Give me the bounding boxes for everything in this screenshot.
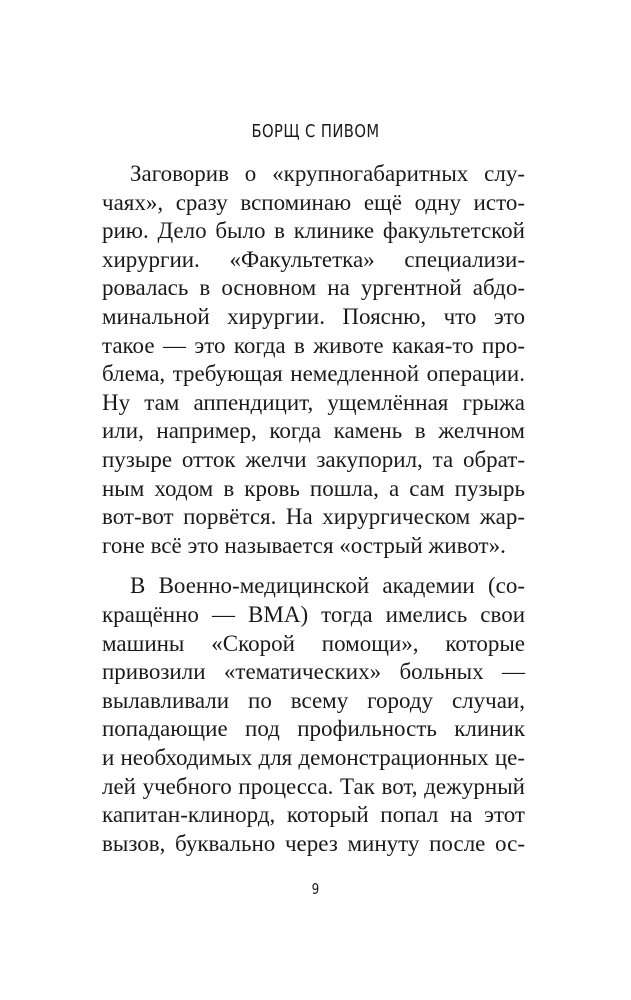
text-line: такое — это когда в животе какая-то про- bbox=[102, 332, 525, 358]
text-line: Заговорив о «крупногабаритных слу- bbox=[130, 161, 525, 186]
text-line: пузыре отток желчи закупорил, та обрат- bbox=[102, 447, 525, 472]
text-line: вылавливали по всему городу случаи, bbox=[102, 687, 525, 713]
text-line: хирургии. «Факультетка» специализи- bbox=[102, 246, 525, 272]
page-number: 9 bbox=[311, 880, 320, 898]
text-line: рию. Дело было в клинике факультетской bbox=[102, 218, 525, 244]
text-line: ным ходом в кровь пошла, а сам пузырь bbox=[102, 475, 525, 501]
text-line: Ну там аппендицит, ущемлённая грыжа bbox=[102, 389, 525, 415]
text-line: гоне всё это называется «острый живот». bbox=[102, 532, 506, 558]
text-line: машины «Скорой помощи», которые bbox=[102, 630, 525, 656]
text-line: и необходимых для демонстрационных це- bbox=[102, 745, 525, 770]
text-line: лей учебного процесса. Так вот, дежурный bbox=[102, 773, 525, 799]
text-line: капитан-клинорд, который попал на этот bbox=[102, 802, 525, 828]
text-line: блема, требующая немедленной операции. bbox=[102, 361, 525, 387]
text-line: чаях», сразу вспоминаю ещё одну исто- bbox=[102, 189, 525, 215]
text-line: вот-вот порвётся. На хирургическом жар- bbox=[102, 504, 525, 530]
chapter-title: БОРЩ С ПИВОМ bbox=[251, 121, 380, 142]
text-line: попадающие под профильность клиник bbox=[102, 716, 525, 742]
text-line: кращённо — ВМА) тогда имелись свои bbox=[102, 602, 525, 627]
text-line: В Военно-медицинской академии (со- bbox=[130, 573, 525, 599]
text-line: ровалась в основном на ургентной абдо- bbox=[102, 275, 525, 301]
text-line: привозили «тематических» больных — bbox=[102, 659, 525, 685]
text-line: минальной хирургии. Поясню, что это bbox=[102, 304, 525, 329]
text-line: вызов, буквально через минуту после ос- bbox=[102, 830, 525, 856]
text-line: или, например, когда камень в желчном bbox=[102, 418, 525, 444]
